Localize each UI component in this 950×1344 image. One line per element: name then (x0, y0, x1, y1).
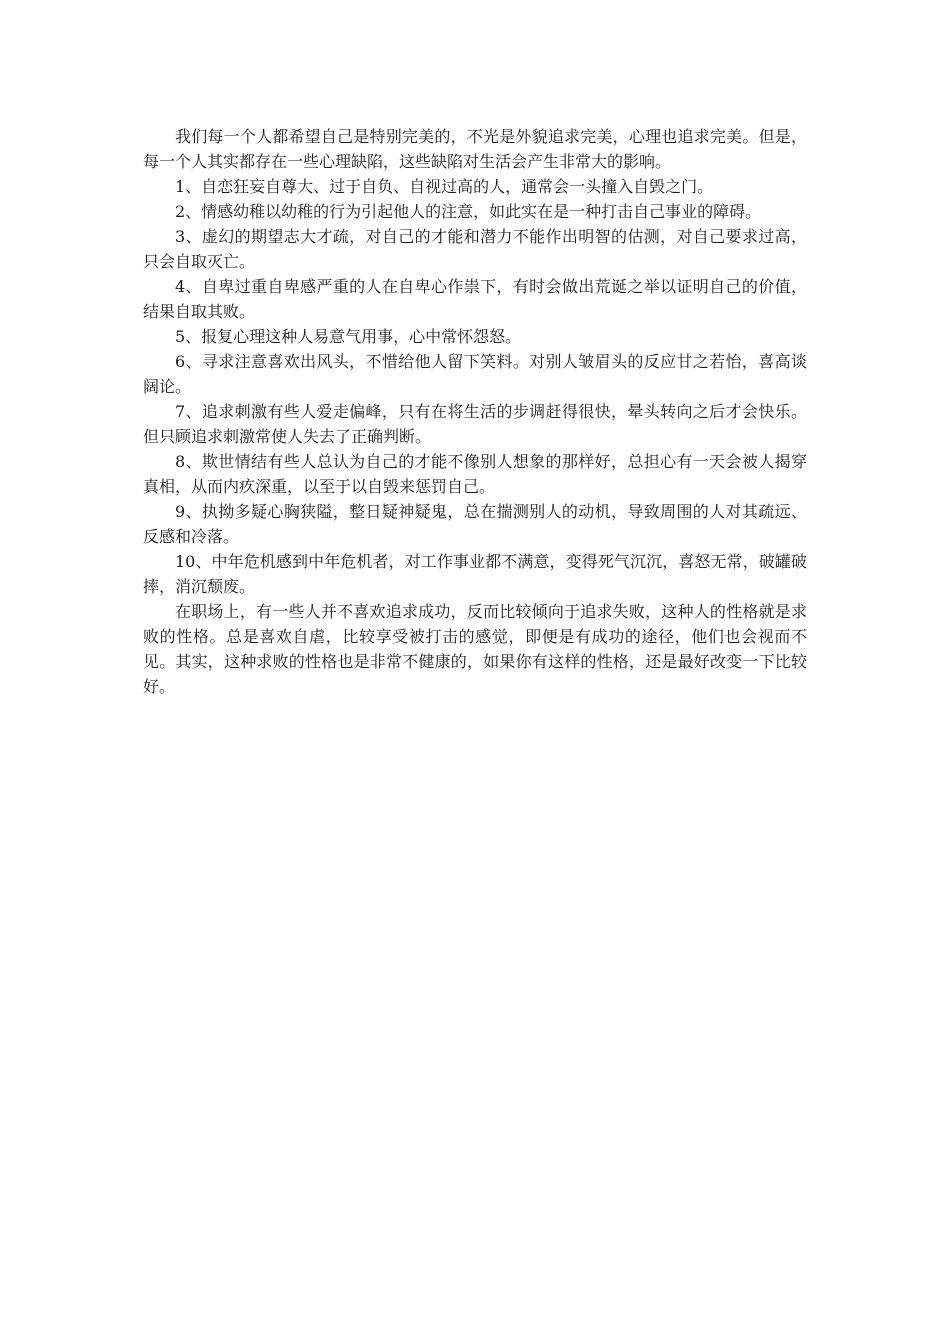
list-item-9: 9、执拗多疑心胸狭隘，整日疑神疑鬼，总在揣测别人的动机，导致周围的人对其疏远、反感和冷落。 (143, 502, 807, 546)
list-item-10: 10、中年危机感到中年危机者，对工作事业都不满意，变得死气沉沉，喜怒无常，破罐破摔，消沉颓废。 (143, 552, 807, 596)
closing-paragraph: 在职场上，有一些人并不喜欢追求成功，反而比较倾向于追求失败，这种人的性格就是求败的性格。总是喜欢自虐，比较享受被打击的感觉，即便是有成功的途径，他们也会视而不见。其实，这种求败的性格也是非常不健康的，如果你有这样的性格，还是最好改变一下比较好。 (143, 602, 807, 696)
list-item-5: 5、报复心理这种人易意气用事，心中常怀怨怒。 (175, 327, 522, 346)
list-item-1: 1、自恋狂妄自尊大、过于自负、自视过高的人，通常会一头撞入自毁之门。 (175, 177, 714, 196)
document-body (143, 124, 807, 699)
list-item-3: 3、虚幻的期望志大才疏，对自己的才能和潜力不能作出明智的估测，对自己要求过高，只会自取灭亡。 (143, 227, 807, 271)
list-item-4: 4、自卑过重自卑感严重的人在自卑心作祟下，有时会做出荒诞之举以证明自己的价值，结果自取其败。 (143, 277, 807, 321)
list-item-8: 8、欺世情结有些人总认为自己的才能不像别人想象的那样好，总担心有一天会被人揭穿真相，从而内疚深重，以至于以自毁来惩罚自己。 (143, 452, 807, 496)
list-item-7: 7、追求刺激有些人爱走偏峰，只有在将生活的步调赶得很快，晕头转向之后才会快乐。但只顾追求刺激常使人失去了正确判断。 (143, 402, 807, 446)
list-item-6: 6、寻求注意喜欢出风头，不惜给他人留下笑料。对别人皱眉头的反应甘之若怡，喜高谈阔论。 (143, 352, 807, 396)
list-item-2: 2、情感幼稚以幼稚的行为引起他人的注意，如此实在是一种打击自己事业的障碍。 (175, 202, 762, 221)
intro-paragraph: 我们每一个人都希望自己是特别完美的，不光是外貌追求完美，心理也追求完美。但是，每一个人其实都存在一些心理缺陷，这些缺陷对生活会产生非常大的影响。 (143, 127, 807, 171)
